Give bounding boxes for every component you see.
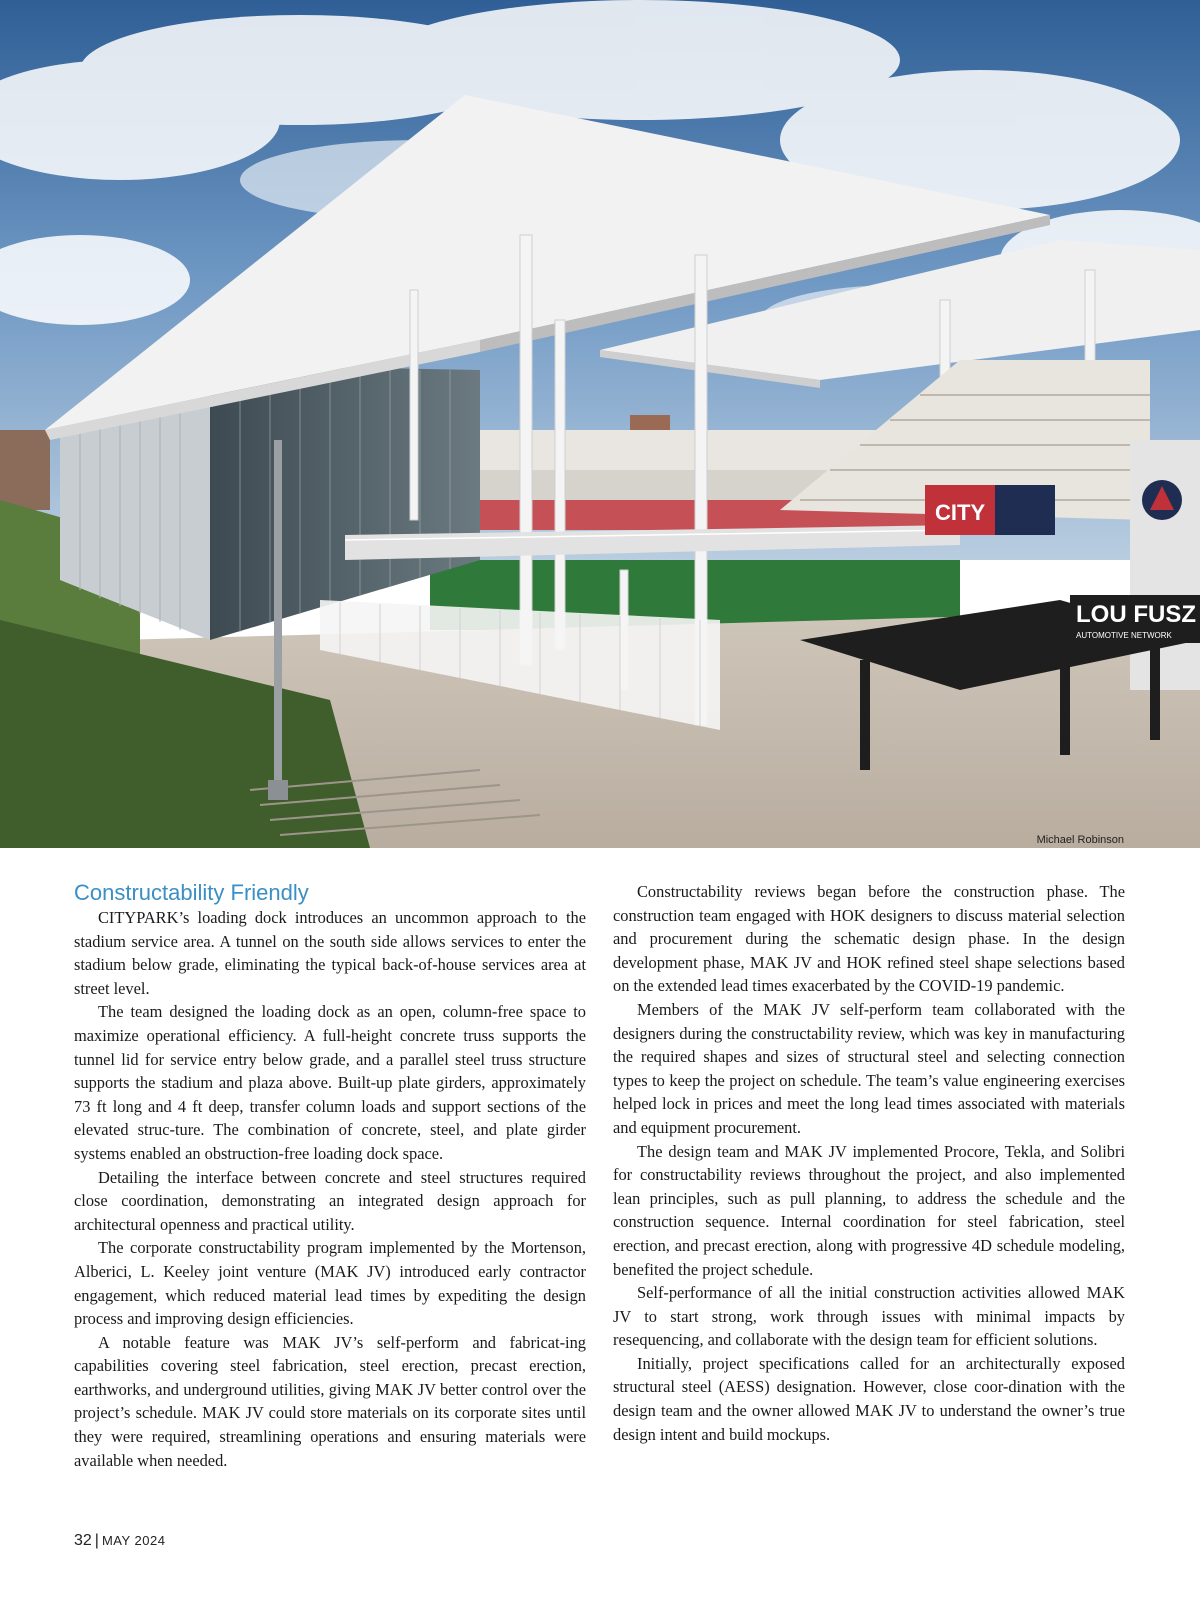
paragraph: Initially, project specifications called for an architecturally exposed structural steel (AESS) designation. However, close coor-dination with the design team and the owner allowed MAK JV to understand the owner’s true design intent and build mockups.	[613, 1353, 1125, 1444]
photo-credit: Michael Robinson	[1036, 834, 1124, 846]
sign-text: LOU FUSZ	[1076, 601, 1196, 628]
paragraph: The team designed the loading dock as an open, column-free space to maximize operational efficiency. A full-height concrete truss supports the tunnel lid for service entry below grade, and a parallel steel truss structure supports the stadium and plaza above. Built-up plate girders, approximately 73 ft long and 4 ft deep, transfer column loads and support sections of the elevated struc-ture. The combination of concrete, steel, and plate girder systems enabled an obstruction-free loading dock space.	[74, 1002, 586, 1163]
article-column-left	[74, 880, 586, 1472]
paragraph: A notable feature was MAK JV’s self-perform and fabricat-ing capabilities covering steel fabrication, steel erection, precast erection, earthworks, and underground utilities, giving MAK JV better control over the project’s schedule. MAK JV could store materials on its corporate sites until they were required, streamlining operations and ensuring materials were available when needed.	[74, 1332, 586, 1470]
banner-text: CITY	[935, 500, 986, 525]
page-footer	[74, 1532, 165, 1550]
paragraph: The design team and MAK JV implemented Procore, Tekla, and Solibri for constructability reviews throughout the project, and also implemented lean principles, such as pull planning, to address the schedule and the construction sequence. Internal coordination for steel fabrication, steel erection, and precast erection, along with progressive 4D schedule modeling, benefited the project schedule.	[613, 1141, 1125, 1279]
article-column-right	[613, 880, 1125, 1446]
paragraph: Self-performance of all the initial construction activities allowed MAK JV to start strong, work through issues with minimal impacts by resequencing, and collaborate with the design team for efficient solutions.	[613, 1283, 1125, 1350]
section-heading: Constructability Friendly	[74, 880, 309, 905]
paragraph: Constructability reviews began before the construction phase. The construction team engaged with HOK designers to discuss material selection and procurement during the schematic design phase. In the design development phase, MAK JV and HOK refined steel shape selections based on the extended lead times exacerbated by the COVID-19 pandemic.	[613, 882, 1125, 996]
paragraph: Detailing the interface between concrete and steel structures required close coordination, demonstrating an integrated design approach for architectural openness and practical utility.	[74, 1167, 586, 1234]
footer-separator: |	[94, 1532, 99, 1549]
paragraph: Members of the MAK JV self-perform team collaborated with the designers during the constructability review, which was key in manufacturing the required shapes and sizes of structural steel and selecting connection types to keep the project on schedule. The team’s value engineering exercises helped lock in prices and meet the long lead times associated with materials and equipment procurement.	[613, 999, 1125, 1137]
paragraph: The corporate constructability program implemented by the Mortenson, Alberici, L. Keeley joint venture (MAK JV) introduced early contractor engagement, which reduced material lead times by expediting the design process and improving design efficiencies.	[74, 1238, 586, 1329]
page-number: 32	[74, 1532, 92, 1549]
issue-date: MAY 2024	[101, 1533, 166, 1548]
sign-subtext: AUTOMOTIVE NETWORK	[1076, 631, 1172, 640]
paragraph: CITYPARK’s loading dock introduces an uncommon approach to the stadium service area. A tunnel on the south side allows services to enter the stadium below grade, eliminating the typical back-of-house services area at street level.	[74, 908, 586, 998]
